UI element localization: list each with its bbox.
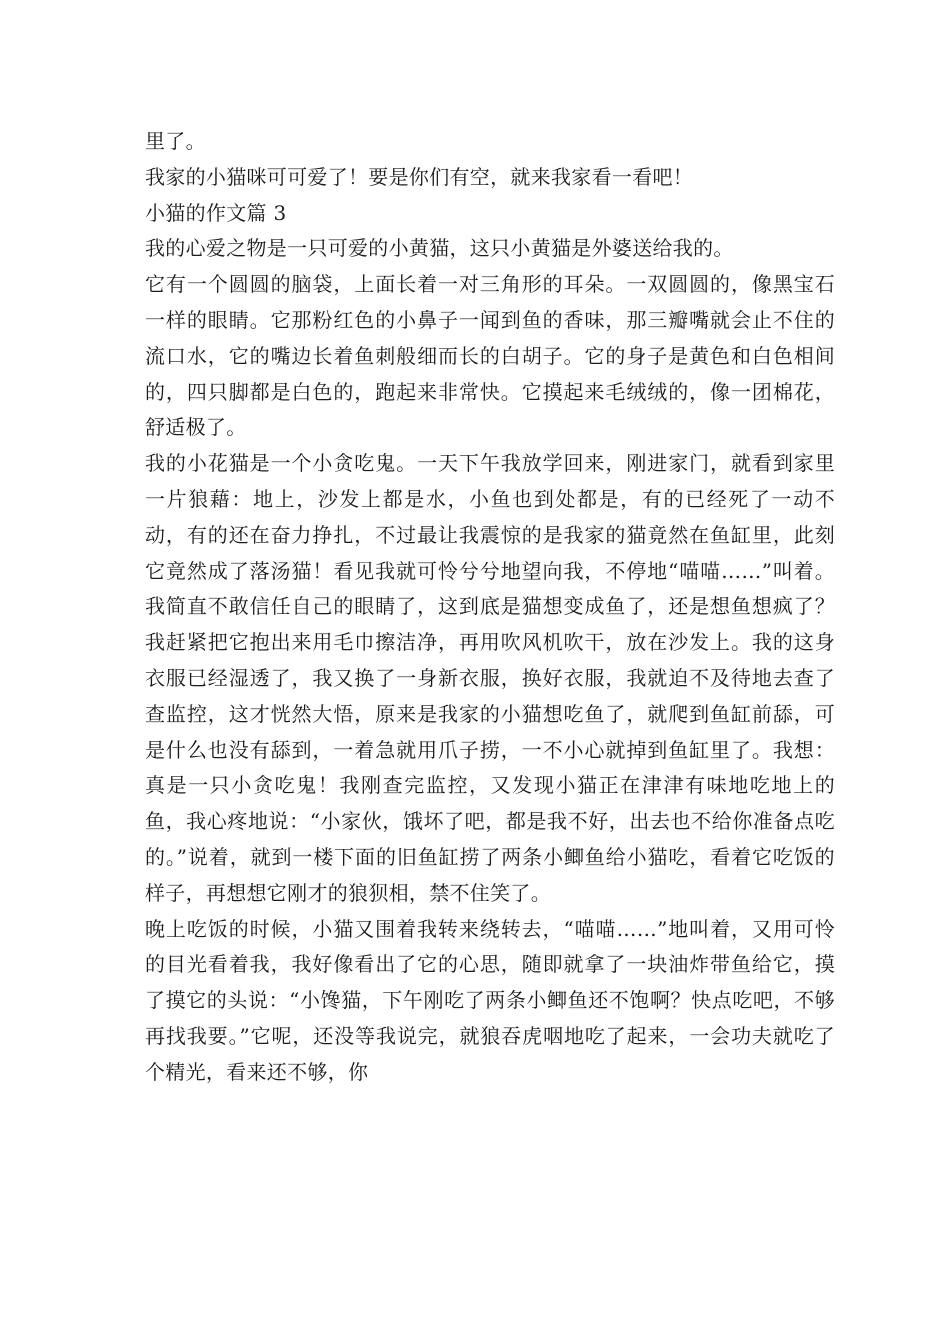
paragraph-appearance: 它有一个圆圆的脑袋，上面长着一对三角形的耳朵。一双圆圆的，像黑宝石一样的眼睛。它那粉红色的小鼻子一闻到鱼的香味，那三瓣嘴就会止不住的流口水，它的嘴边长着鱼刺般细而长的白胡子。它的身子是黄色和白色相间的，四只脚都是白色的，跑起来非常快。它摸起来毛绒绒的，像一团棉花，舒适极了。	[145, 272, 835, 440]
section-heading: 小猫的作文篇 3	[145, 200, 287, 225]
paragraph-intro: 我的心爱之物是一只可爱的小黄猫，这只小黄猫是外婆送给我的。	[145, 236, 734, 261]
paragraph-story: 我的小花猫是一个小贪吃鬼。一天下午我放学回来，刚进家门，就看到家里一片狼藉：地上，沙发上都是水，小鱼也到处都是，有的已经死了一动不动，有的还在奋力挣扎，不过最让我震惊的是我家的猫竟然在鱼缸里，此刻它竟然成了落汤猫！看见我就可怜兮兮地望向我，不停地“喵喵……”叫着。我简直不敢信任自己的眼睛了，这到底是猫想变成鱼了，还是想鱼想疯了？我赶紧把它抱出来用毛巾擦洁净，再用吹风机吹干，放在沙发上。我的这身衣服已经湿透了，我又换了一身新衣服，换好衣服，我就迫不及待地去查了查监控，这才恍然大悟，原来是我家的小猫想吃鱼了，就爬到鱼缸前舔，可是什么也没有舔到，一着急就用爪子捞，一不小心就掉到鱼缸里了。我想：真是一只小贪吃鬼！我刚查完监控，又发现小猫正在津津有味地吃地上的鱼，我心疼地说：“小家伙，饿坏了吧，都是我不好，出去也不给你准备点吃的。”说着，就到一楼下面的旧鱼缸捞了两条小鲫鱼给小猫吃，看着它吃饭的样子，再想想它刚才的狼狈相，禁不住笑了。	[145, 451, 835, 905]
paragraph-evening: 晚上吃饭的时候，小猫又围着我转来绕转去，“喵喵……”地叫着，又用可怜的目光看着我，我好像看出了它的心思，随即就拿了一块油炸带鱼给它，摸了摸它的头说：“小馋猫，下午刚吃了两条小鲫鱼还不饱啊？快点吃吧，不够再找我要。”它呢，还没等我说完，就狼吞虎咽地吃了起来，一会功夫就吃了个精光，看来还不够，你	[145, 916, 835, 1084]
paragraph-continuation: 里了。	[145, 129, 206, 153]
paragraph-closing: 我家的小猫咪可可爱了！要是你们有空，就来我家看一看吧！	[145, 164, 694, 189]
document-body	[145, 124, 835, 1091]
